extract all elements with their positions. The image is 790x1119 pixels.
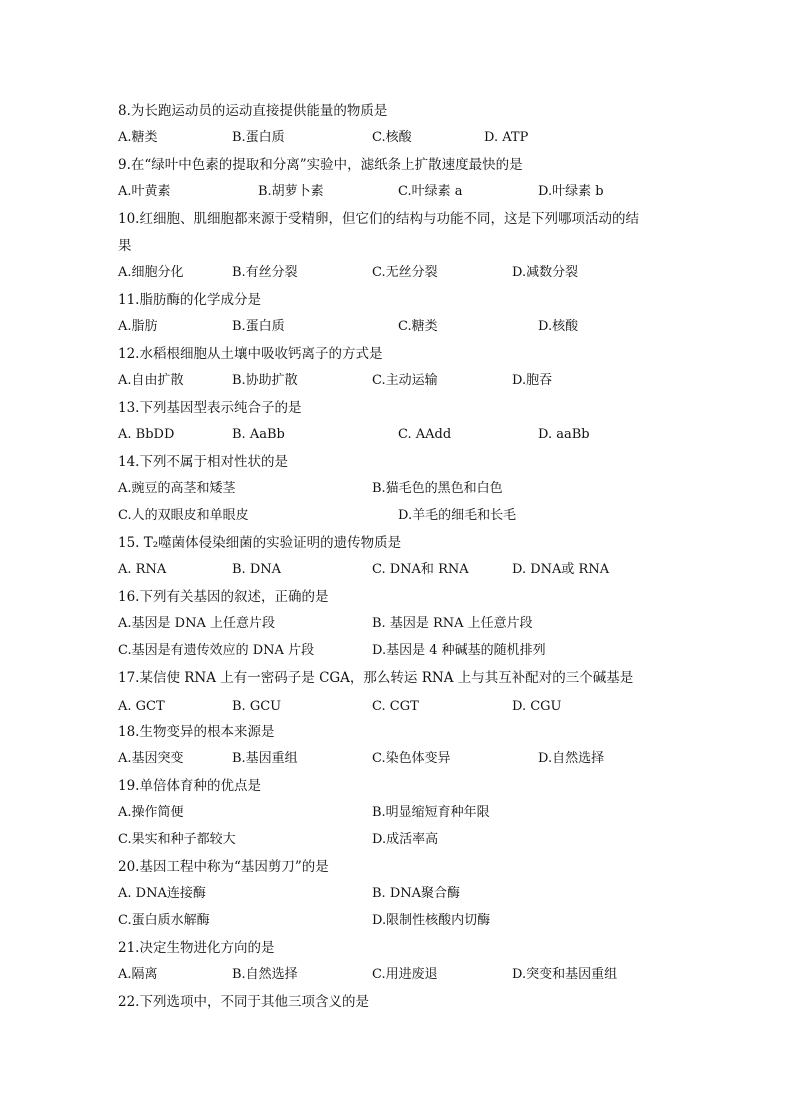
question-stem: 13.下列基因型表示纯合子的是 [118,400,302,416]
option-c: C.无丝分裂 [372,265,438,280]
option-c: C.蛋白质水解酶 [118,913,210,928]
option-b: B. GCU [232,699,282,714]
question-stem: 18.生物变异的根本来源是 [118,724,275,740]
option-a: A.叶黄素 [118,184,171,199]
option-a: A.自由扩散 [118,373,184,388]
option-b: B.胡萝卜素 [258,184,324,199]
option-a: A. RNA [118,562,167,577]
option-b: B. 基因是 RNA 上任意片段 [372,616,533,631]
question-stem: 8.为长跑运动员的运动直接提供能量的物质是 [118,103,388,119]
option-b: B. DNA [232,562,282,577]
option-a: A.基因突变 [118,751,184,766]
option-a: A.细胞分化 [118,265,184,280]
option-a: A.操作简便 [118,805,184,820]
option-b: B.猫毛色的黑色和白色 [372,481,503,496]
option-d: D.自然选择 [538,751,605,766]
option-d: D.核酸 [538,319,579,334]
option-b: B. AaBb [232,427,285,442]
option-b: B.蛋白质 [232,130,285,145]
question-stem: 11.脂肪酶的化学成分是 [118,292,261,308]
question-stem: 21.决定生物进化方向的是 [118,940,275,956]
option-b: B.明显缩短育种年限 [372,805,490,820]
option-a: A.脂肪 [118,319,158,334]
question-stem: 22.下列选项中，不同于其他三项含义的是 [118,994,369,1010]
option-d: D.减数分裂 [512,265,579,280]
option-c: C. DNA和 RNA [372,562,469,577]
option-a: A. GCT [118,699,165,714]
option-c: C. AAdd [398,427,452,442]
question-stem: 20.基因工程中称为“基因剪刀”的是 [118,859,329,875]
option-d: D.突变和基因重组 [512,967,618,982]
option-b: B.协助扩散 [232,373,298,388]
option-d: D.叶绿素 b [538,184,604,199]
option-c: C.叶绿素 a [398,184,463,199]
option-a: A.基因是 DNA 上任意片段 [118,616,275,631]
option-a: A.豌豆的高茎和矮茎 [118,481,236,496]
option-b: B.有丝分裂 [232,265,298,280]
option-c: C.染色体变异 [372,751,451,766]
question-stem: 10.红细胞、肌细胞都来源于受精卵，但它们的结构与功能不同，这是下列哪项活动的结 [118,211,639,227]
question-stem: 19.单倍体育种的优点是 [118,778,261,794]
option-c: C.人的双眼皮和单眼皮 [118,508,249,523]
option-d: D. CGU [512,699,562,714]
option-d: D.成活率高 [372,832,439,847]
option-d: D. DNA或 RNA [512,562,610,577]
option-d: D.胞吞 [512,373,553,388]
question-stem: 16.下列有关基因的叙述，正确的是 [118,589,329,605]
option-a: A.糖类 [118,130,158,145]
question-stem: 15. T₂噬菌体侵染细菌的实验证明的遗传物质是 [118,535,402,551]
option-b: B.自然选择 [232,967,298,982]
option-a: A.隔离 [118,967,158,982]
option-d: D. ATP [484,130,529,145]
option-c: C.基因是有遗传效应的 DNA 片段 [118,643,315,658]
question-stem: 9.在“绿叶中色素的提取和分离”实验中，滤纸条上扩散速度最快的是 [118,157,523,173]
option-d: D. aaBb [538,427,590,442]
option-a: A. BbDD [118,427,175,442]
option-a: A. DNA连接酶 [118,886,206,901]
option-d: D.限制性核酸内切酶 [372,913,491,928]
option-c: C.果实和种子都较大 [118,832,236,847]
question-stem: 14.下列不属于相对性状的是 [118,454,288,470]
question-stem: 17.某信使 RNA 上有一密码子是 CGA，那么转运 RNA 上与其互补配对的三个碱基是 [118,670,634,686]
option-c: C.主动运输 [372,373,438,388]
option-c: C.用进废退 [372,967,438,982]
option-c: C. CGT [372,699,419,714]
option-c: C.糖类 [398,319,438,334]
option-d: D.羊毛的细毛和长毛 [398,508,517,523]
option-b: B.蛋白质 [232,319,285,334]
option-b: B. DNA聚合酶 [372,886,461,901]
question-stem-continued: 果 [118,238,132,254]
question-stem: 12.水稻根细胞从土壤中吸收钙离子的方式是 [118,346,383,362]
option-c: C.核酸 [372,130,412,145]
option-b: B.基因重组 [232,751,298,766]
option-d: D.基因是 4 种碱基的随机排列 [372,643,546,658]
